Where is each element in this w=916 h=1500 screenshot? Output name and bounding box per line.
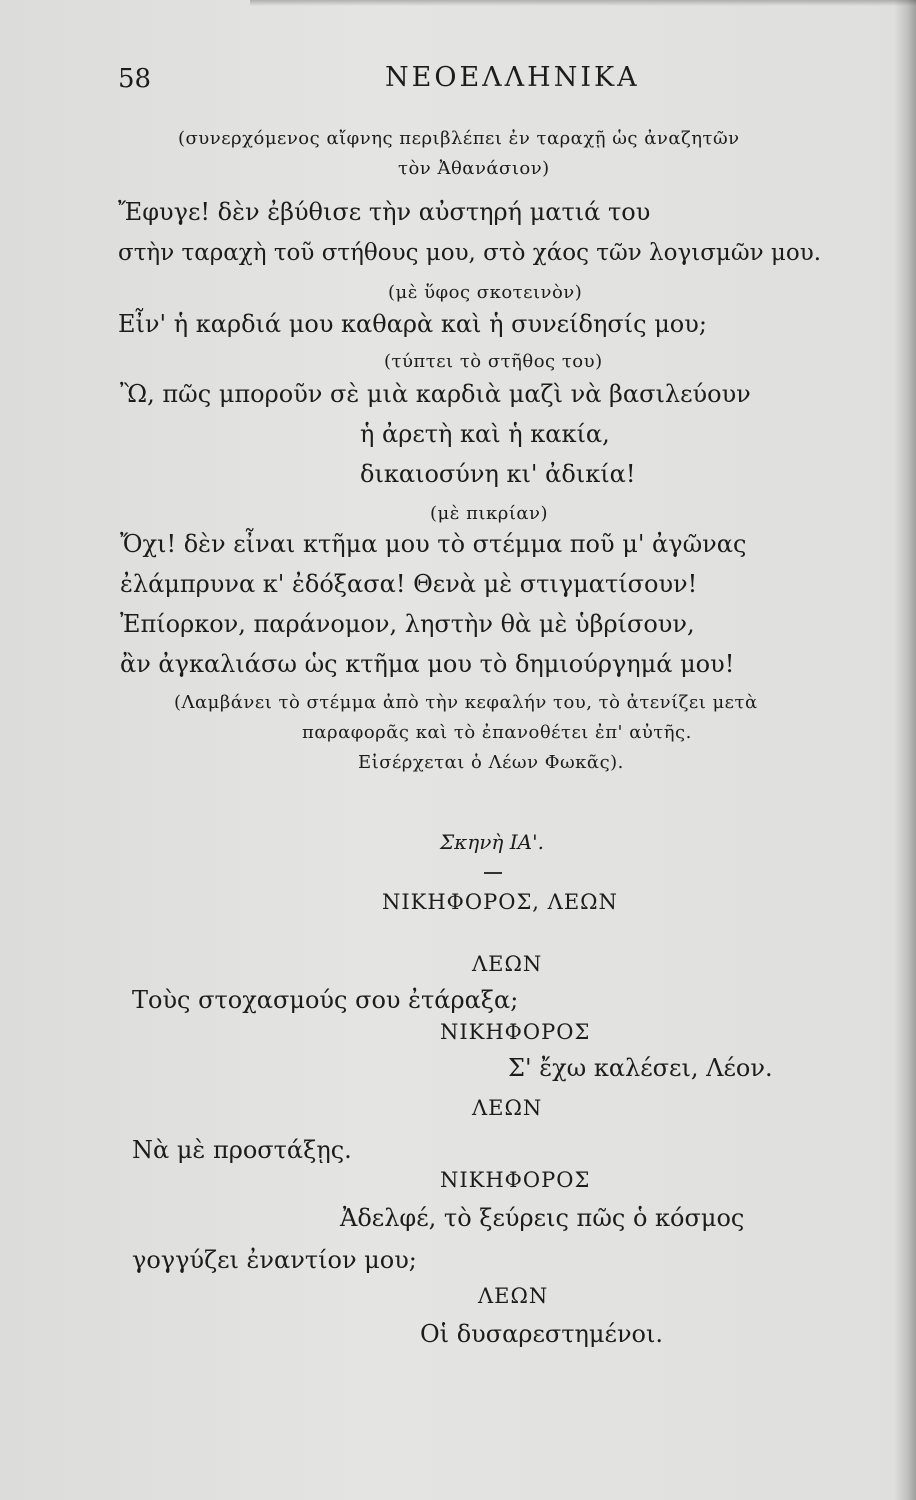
stage-direction: Εἰσέρχεται ὁ Λέων Φωκᾶς).: [358, 752, 624, 773]
stage-direction: (τύπτει τὸ στῆθος του): [384, 351, 603, 372]
verse-line: Νὰ μὲ προστάξῃς.: [132, 1136, 352, 1164]
page-edge-shadow: [894, 0, 916, 1500]
verse-line: ἡ ἀρετὴ καὶ ἡ κακία,: [360, 420, 610, 448]
characters-heading: ΝΙΚΗΦΟΡΟΣ, ΛΕΩΝ: [382, 890, 618, 914]
verse-line: δικαιοσύνη κι' ἀδικία!: [360, 460, 636, 488]
verse-line: Οἱ δυσαρεστημένοι.: [420, 1320, 664, 1348]
speaker-name: ΛΕΩΝ: [478, 1284, 549, 1308]
verse-line: γογγύζει ἐναντίον μου;: [132, 1246, 417, 1274]
stage-direction: (μὲ πικρίαν): [430, 503, 548, 524]
verse-line: Εἶν' ἡ καρδιά μου καθαρὰ καὶ ἡ συνείδησίς μου;: [118, 310, 707, 338]
speaker-name: ΝΙΚΗΦΟΡΟΣ: [440, 1168, 591, 1192]
page-top-shadow: [250, 0, 916, 6]
running-title: ΝΕΟΕΛΛΗΝΙΚΑ: [385, 62, 640, 93]
scene-heading: Σκηνὴ ΙΑ'.: [440, 830, 544, 854]
speaker-name: ΝΙΚΗΦΟΡΟΣ: [440, 1020, 591, 1044]
stage-direction: παραφορᾶς καὶ τὸ ἐπανοθέτει ἐπ' αὐτῆς.: [302, 722, 692, 743]
stage-direction: τὸν Ἀθανάσιον): [398, 158, 550, 179]
stage-direction: (Λαμβάνει τὸ στέμμα ἀπὸ τὴν κεφαλήν του, τὸ ἀτενίζει μετὰ: [174, 692, 758, 713]
verse-line: Σ' ἔχω καλέσει, Λέον.: [508, 1054, 773, 1082]
stage-direction: (συνερχόμενος αἴφνης περιβλέπει ἐν ταραχῇ ὡς ἀναζητῶν: [178, 128, 740, 149]
verse-line: Ὢ, πῶς μποροῦν σὲ μιὰ καρδιὰ μαζὶ νὰ βασιλεύουν: [120, 380, 751, 408]
verse-line: ἂν ἀγκαλιάσω ὡς κτῆμα μου τὸ δημιούργημά μου!: [120, 650, 735, 678]
verse-line: Ἐπίορκον, παράνομον, ληστὴν θὰ μὲ ὑβρίσουν,: [120, 610, 695, 638]
separator-dash: [484, 872, 502, 874]
verse-line: Ἔφυγε! δὲν ἐβύθισε τὴν αὐστηρή ματιά του: [118, 198, 651, 226]
verse-line: ἐλάμπρυνα κ' ἐδόξασα! Θενὰ μὲ στιγματίσουν!: [120, 570, 698, 598]
speaker-name: ΛΕΩΝ: [472, 1096, 543, 1120]
page-number: 58: [118, 64, 152, 94]
speaker-name: ΛΕΩΝ: [472, 952, 543, 976]
verse-line: Τοὺς στοχασμούς σου ἐτάραξα;: [132, 986, 519, 1014]
verse-line: Ὄχι! δὲν εἶναι κτῆμα μου τὸ στέμμα ποῦ μ' ἀγῶνας: [120, 530, 747, 558]
stage-direction: (μὲ ὕφος σκοτεινὸν): [388, 282, 583, 303]
verse-line: στὴν ταραχὴ τοῦ στήθους μου, στὸ χάος τῶν λογισμῶν μου.: [118, 240, 822, 266]
verse-line: Ἀδελφέ, τὸ ξεύρεις πῶς ὁ κόσμος: [340, 1204, 745, 1232]
